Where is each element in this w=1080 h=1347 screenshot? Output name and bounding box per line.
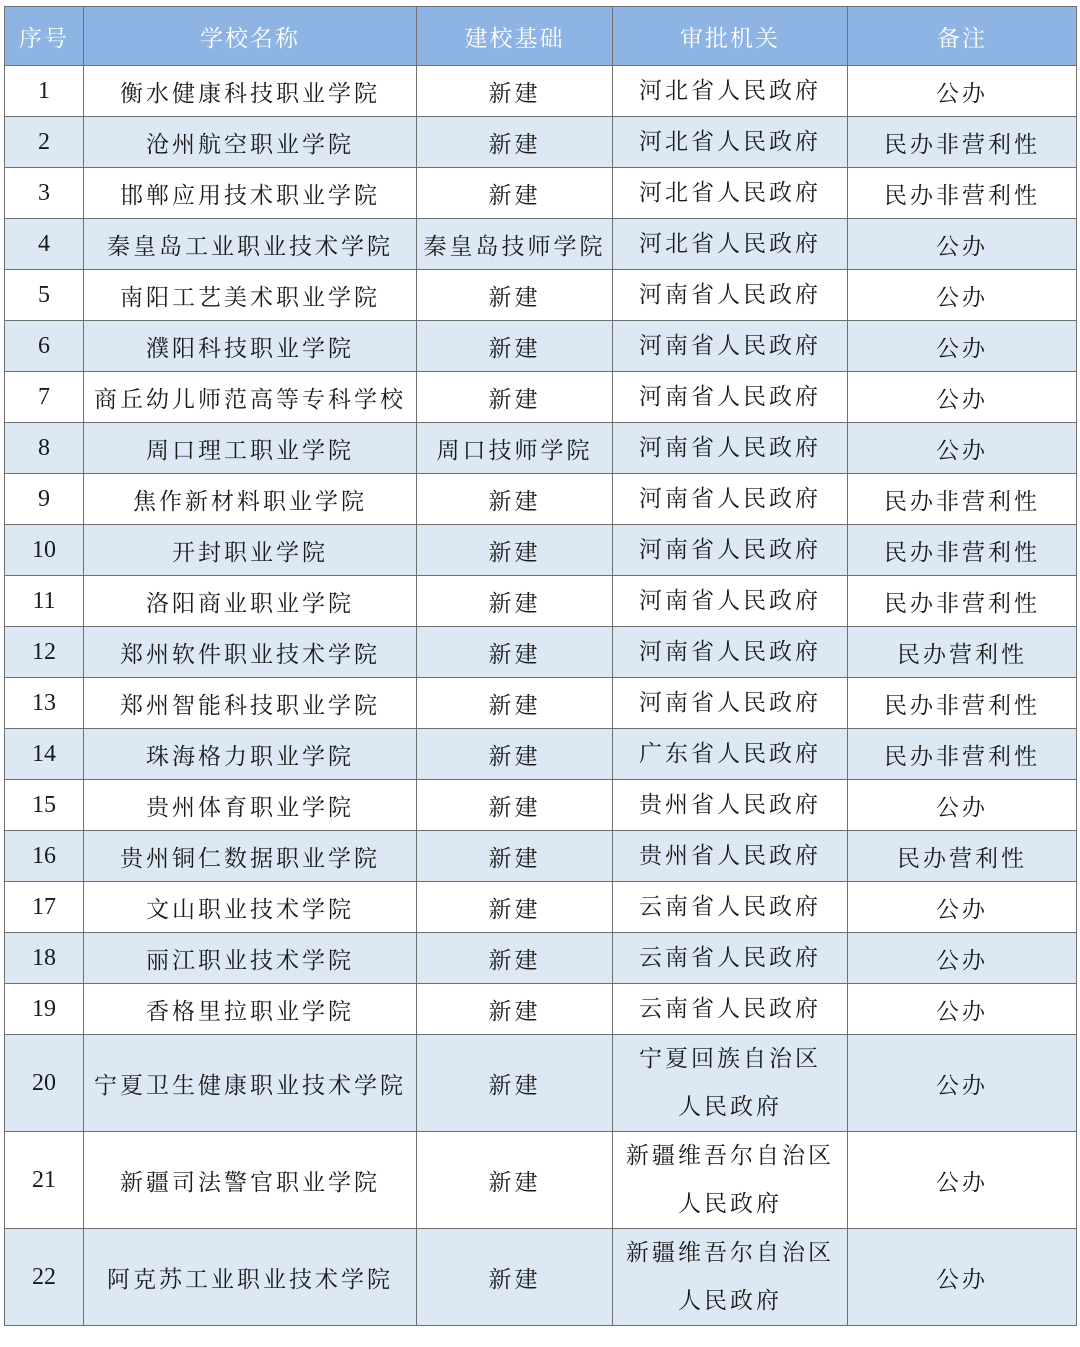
row-notes: 公办: [848, 219, 1077, 270]
row-approval-authority: [613, 729, 848, 780]
row-notes: 公办: [848, 66, 1077, 117]
table-row: [5, 933, 1077, 984]
row-founding-basis: 周口技师学院: [417, 423, 613, 474]
row-approval-authority: [613, 423, 848, 474]
row-index: 10: [5, 525, 84, 576]
row-index: 8: [5, 423, 84, 474]
table-row: [5, 270, 1077, 321]
authority-line: 河北省人民政府: [639, 231, 821, 257]
authority-line: 河南省人民政府: [639, 435, 821, 461]
row-school-name: 濮阳科技职业学院: [84, 321, 417, 372]
row-index: 4: [5, 219, 84, 270]
row-approval-authority: [613, 117, 848, 168]
row-index: 1: [5, 66, 84, 117]
row-school-name: 阿克苏工业职业技术学院: [84, 1229, 417, 1326]
row-notes: 公办: [848, 933, 1077, 984]
table-body: [5, 66, 1077, 1326]
row-school-name: 邯郸应用技术职业学院: [84, 168, 417, 219]
header-founding-basis: 建校基础: [417, 7, 613, 66]
row-notes: 公办: [848, 321, 1077, 372]
row-index: 20: [5, 1035, 84, 1132]
authority-line: 河南省人民政府: [639, 282, 821, 308]
row-index: 17: [5, 882, 84, 933]
table-row: [5, 984, 1077, 1035]
authority-line: 人民政府: [678, 1288, 782, 1314]
row-index: 19: [5, 984, 84, 1035]
row-index: 6: [5, 321, 84, 372]
authority-line: 河南省人民政府: [639, 537, 821, 563]
table-row: [5, 882, 1077, 933]
row-index: 14: [5, 729, 84, 780]
row-founding-basis: 新建: [417, 1229, 613, 1326]
row-index: 18: [5, 933, 84, 984]
row-school-name: 郑州软件职业技术学院: [84, 627, 417, 678]
header-notes: 备注: [848, 7, 1077, 66]
row-notes: 公办: [848, 270, 1077, 321]
authority-line: 贵州省人民政府: [639, 843, 821, 869]
authority-line: 河南省人民政府: [639, 588, 821, 614]
table-row: [5, 525, 1077, 576]
row-founding-basis: 新建: [417, 831, 613, 882]
row-founding-basis: 新建: [417, 984, 613, 1035]
row-approval-authority: [613, 219, 848, 270]
row-notes: 民办营利性: [848, 831, 1077, 882]
table-header: [5, 7, 1077, 66]
authority-line: 云南省人民政府: [639, 894, 821, 920]
row-school-name: 商丘幼儿师范高等专科学校: [84, 372, 417, 423]
authority-line: 新疆维吾尔自治区: [626, 1143, 834, 1169]
table-row: [5, 372, 1077, 423]
row-index: 9: [5, 474, 84, 525]
row-school-name: 衡水健康科技职业学院: [84, 66, 417, 117]
row-approval-authority: [613, 270, 848, 321]
header-school-name: 学校名称: [84, 7, 417, 66]
row-notes: 民办非营利性: [848, 474, 1077, 525]
row-school-name: 丽江职业技术学院: [84, 933, 417, 984]
row-approval-authority: [613, 1229, 848, 1326]
authority-line: 河南省人民政府: [639, 384, 821, 410]
row-approval-authority: [613, 1035, 848, 1132]
authority-line: 人民政府: [678, 1191, 782, 1217]
row-index: 22: [5, 1229, 84, 1326]
row-school-name: 秦皇岛工业职业技术学院: [84, 219, 417, 270]
table-row: [5, 627, 1077, 678]
row-notes: 公办: [848, 423, 1077, 474]
row-index: 13: [5, 678, 84, 729]
table-row: [5, 831, 1077, 882]
row-approval-authority: [613, 627, 848, 678]
row-school-name: 贵州铜仁数据职业学院: [84, 831, 417, 882]
row-founding-basis: 新建: [417, 729, 613, 780]
row-notes: 民办非营利性: [848, 117, 1077, 168]
row-founding-basis: 新建: [417, 270, 613, 321]
row-founding-basis: 新建: [417, 627, 613, 678]
authority-line: 云南省人民政府: [639, 996, 821, 1022]
row-notes: 公办: [848, 780, 1077, 831]
row-index: 7: [5, 372, 84, 423]
row-index: 15: [5, 780, 84, 831]
table-row: [5, 219, 1077, 270]
row-index: 2: [5, 117, 84, 168]
row-approval-authority: [613, 321, 848, 372]
row-approval-authority: [613, 933, 848, 984]
row-founding-basis: 新建: [417, 474, 613, 525]
authority-line: 河南省人民政府: [639, 486, 821, 512]
row-founding-basis: 新建: [417, 576, 613, 627]
row-school-name: 香格里拉职业学院: [84, 984, 417, 1035]
authority-line: 河北省人民政府: [639, 129, 821, 155]
table-row: [5, 729, 1077, 780]
row-notes: 民办非营利性: [848, 576, 1077, 627]
row-index: 16: [5, 831, 84, 882]
row-approval-authority: [613, 678, 848, 729]
row-notes: 民办非营利性: [848, 168, 1077, 219]
authority-line: 贵州省人民政府: [639, 792, 821, 818]
row-notes: 公办: [848, 882, 1077, 933]
table-row: [5, 1229, 1077, 1326]
row-notes: 公办: [848, 1132, 1077, 1229]
table-row: [5, 117, 1077, 168]
row-approval-authority: [613, 576, 848, 627]
row-founding-basis: 新建: [417, 66, 613, 117]
table-row: [5, 423, 1077, 474]
row-approval-authority: [613, 168, 848, 219]
row-approval-authority: [613, 882, 848, 933]
row-notes: 民办非营利性: [848, 678, 1077, 729]
authority-line: 河北省人民政府: [639, 78, 821, 104]
row-school-name: 新疆司法警官职业学院: [84, 1132, 417, 1229]
row-founding-basis: 新建: [417, 678, 613, 729]
row-notes: 公办: [848, 372, 1077, 423]
row-school-name: 南阳工艺美术职业学院: [84, 270, 417, 321]
row-index: 3: [5, 168, 84, 219]
header-index: 序号: [5, 7, 84, 66]
authority-line: 云南省人民政府: [639, 945, 821, 971]
row-approval-authority: [613, 984, 848, 1035]
authority-line: 河南省人民政府: [639, 639, 821, 665]
row-founding-basis: 新建: [417, 372, 613, 423]
row-approval-authority: [613, 525, 848, 576]
table-row: [5, 66, 1077, 117]
table-row: [5, 474, 1077, 525]
row-index: 21: [5, 1132, 84, 1229]
row-school-name: 焦作新材料职业学院: [84, 474, 417, 525]
authority-line: 宁夏回族自治区: [639, 1046, 821, 1072]
row-school-name: 珠海格力职业学院: [84, 729, 417, 780]
table-row: [5, 1035, 1077, 1132]
row-approval-authority: [613, 831, 848, 882]
authority-line: 新疆维吾尔自治区: [626, 1240, 834, 1266]
authority-line: 人民政府: [678, 1094, 782, 1120]
row-founding-basis: 新建: [417, 933, 613, 984]
table-row: [5, 321, 1077, 372]
table-row: [5, 168, 1077, 219]
row-notes: 公办: [848, 984, 1077, 1035]
row-approval-authority: [613, 66, 848, 117]
row-founding-basis: 新建: [417, 882, 613, 933]
row-school-name: 贵州体育职业学院: [84, 780, 417, 831]
row-notes: 民办非营利性: [848, 525, 1077, 576]
authority-line: 河北省人民政府: [639, 180, 821, 206]
table-row: [5, 576, 1077, 627]
row-index: 5: [5, 270, 84, 321]
row-school-name: 开封职业学院: [84, 525, 417, 576]
row-notes: 公办: [848, 1229, 1077, 1326]
row-school-name: 文山职业技术学院: [84, 882, 417, 933]
table-row: [5, 1132, 1077, 1229]
row-founding-basis: 新建: [417, 780, 613, 831]
row-founding-basis: 新建: [417, 321, 613, 372]
row-approval-authority: [613, 1132, 848, 1229]
authority-line: 河南省人民政府: [639, 690, 821, 716]
row-approval-authority: [613, 474, 848, 525]
row-founding-basis: 秦皇岛技师学院: [417, 219, 613, 270]
schools-table: [4, 6, 1077, 1326]
row-notes: 民办非营利性: [848, 729, 1077, 780]
row-approval-authority: [613, 372, 848, 423]
row-notes: 公办: [848, 1035, 1077, 1132]
row-founding-basis: 新建: [417, 1132, 613, 1229]
row-school-name: 宁夏卫生健康职业技术学院: [84, 1035, 417, 1132]
row-founding-basis: 新建: [417, 525, 613, 576]
row-school-name: 周口理工职业学院: [84, 423, 417, 474]
row-founding-basis: 新建: [417, 117, 613, 168]
authority-line: 河南省人民政府: [639, 333, 821, 359]
row-index: 12: [5, 627, 84, 678]
header-approval-authority: 审批机关: [613, 7, 848, 66]
row-index: 11: [5, 576, 84, 627]
table-row: [5, 678, 1077, 729]
row-founding-basis: 新建: [417, 1035, 613, 1132]
row-approval-authority: [613, 780, 848, 831]
row-school-name: 郑州智能科技职业学院: [84, 678, 417, 729]
row-founding-basis: 新建: [417, 168, 613, 219]
authority-line: 广东省人民政府: [639, 741, 821, 767]
row-school-name: 洛阳商业职业学院: [84, 576, 417, 627]
row-notes: 民办营利性: [848, 627, 1077, 678]
table-row: [5, 780, 1077, 831]
header-row: [5, 7, 1077, 66]
row-school-name: 沧州航空职业学院: [84, 117, 417, 168]
